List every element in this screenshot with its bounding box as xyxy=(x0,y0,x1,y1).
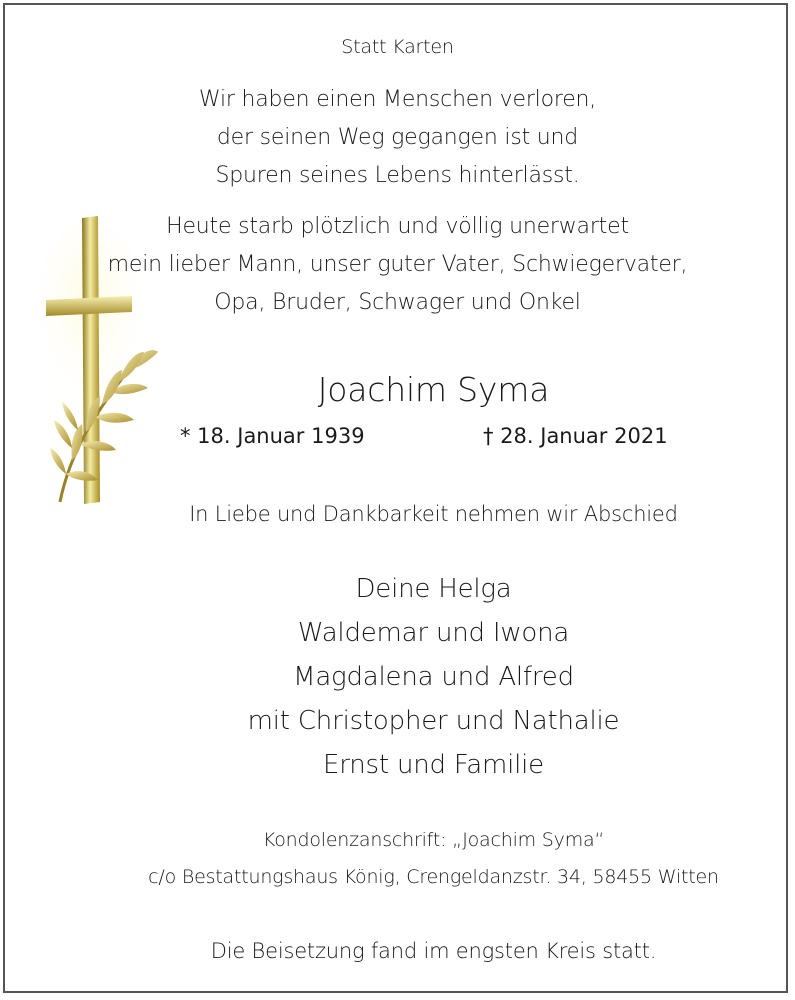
mourner-line-3: Magdalena und Alfred xyxy=(293,662,574,692)
birth-date: * 18. Januar 1939 xyxy=(180,424,365,448)
poem-line-1: Wir haben einen Menschen verloren, xyxy=(198,87,597,112)
burial-note: Die Beisetzung fand im engsten Kreis statt. xyxy=(210,939,657,963)
deceased-name: Joachim Syma xyxy=(317,370,550,409)
poem-line-2: der seinen Weg gegangen ist und xyxy=(216,125,579,150)
condolence-address: c/o Bestattungshaus König, Crengeldanzstr. 34, 58455 Witten xyxy=(148,866,719,888)
announcement-line-3: Opa, Bruder, Schwager und Onkel xyxy=(214,290,581,315)
poem-line-3: Spuren seines Lebens hinterlässt. xyxy=(215,163,580,188)
mourner-line-1: Deine Helga xyxy=(355,574,512,604)
mourner-line-2: Waldemar und Iwona xyxy=(297,618,570,648)
death-date: † 28. Januar 2021 xyxy=(483,424,668,448)
intro-text: Statt Karten xyxy=(341,36,454,58)
mourner-line-5: Ernst und Familie xyxy=(323,750,544,780)
farewell-text: In Liebe und Dankbarkeit nehmen wir Abschied xyxy=(189,502,678,526)
mourner-line-4: mit Christopher und Nathalie xyxy=(247,706,620,736)
announcement-line-2: mein lieber Mann, unser guter Vater, Schwiegervater, xyxy=(107,252,688,277)
announcement-line-1: Heute starb plötzlich und völlig unerwartet xyxy=(166,214,629,239)
condolence-label: Kondolenzanschrift: „Joachim Syma“ xyxy=(262,829,605,851)
